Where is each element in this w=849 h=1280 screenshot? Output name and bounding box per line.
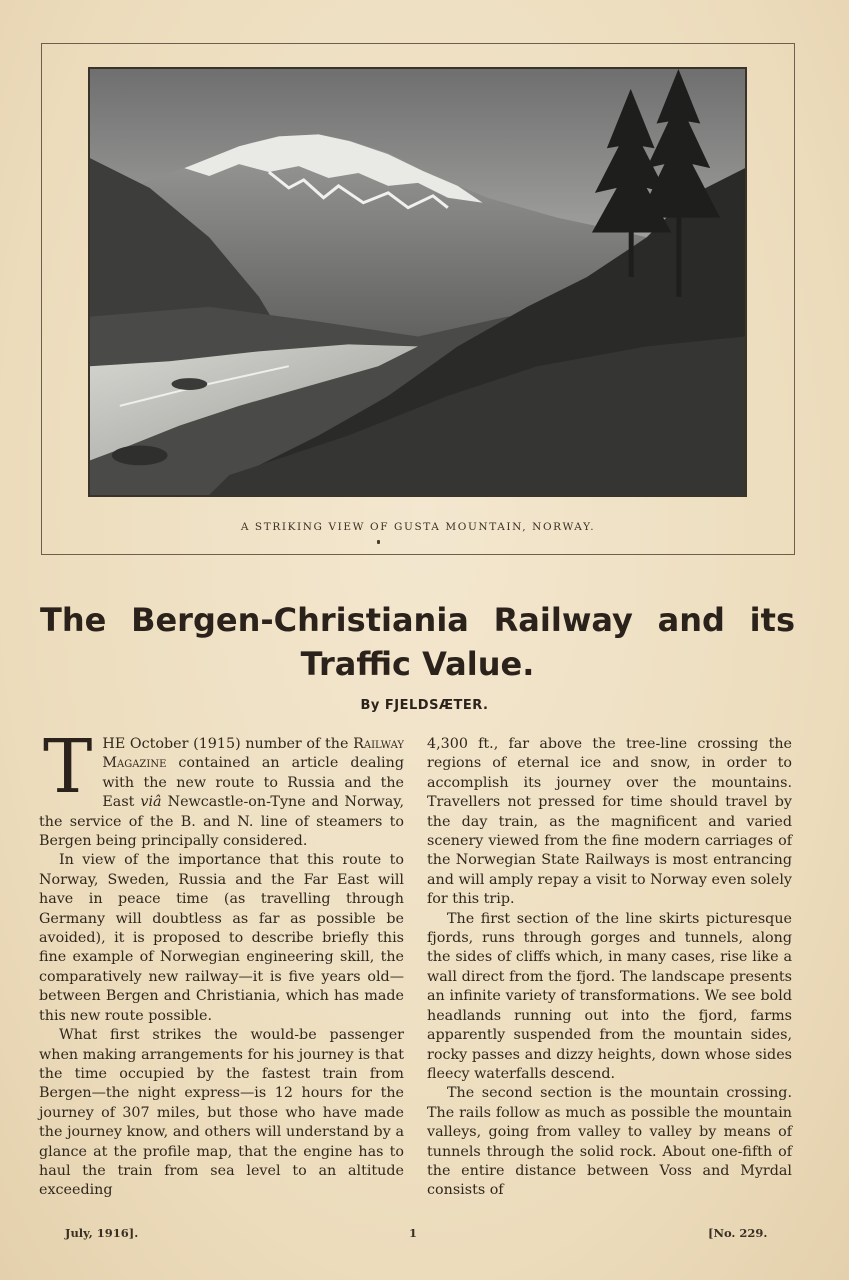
page-number: 1 [409,1226,418,1240]
left-column [39,724,404,1201]
drop-cap: T [43,724,93,810]
footer-date: July, 1916]. [65,1226,139,1240]
title-word: The [40,601,107,639]
text: HE October (1915) number of the [102,736,354,752]
paragraph: What first strikes the would-be passenger when making arrangements for his journey is that the time occupied by the fastest train from Bergen—the night express—is 12 hours for the journey of 307 miles, but those who have made the journey know, and others will understand by a glance at the profile map, that the engine has to haul the train from sea level to an altitude exceeding [39,1027,404,1199]
figure-caption: A STRIKING VIEW OF GUSTA MOUNTAIN, NORWAY. [240,521,596,533]
paragraph [39,724,404,851]
paragraph: 4,300 ft., far above the tree-line crossing the regions of eternal ice and snow, in order to accomplish its journey over the mountains. Travellers not pressed for time should travel by the day train, as the magnificent and varied scenery viewed from the fine modern carriages of the Norwegian State Railways is most entrancing and will amply repay a visit to Norway even solely for this trip. [427,736,792,908]
mountain-landscape-illustration [90,69,745,495]
issue-number: [No. 229. [708,1226,768,1240]
paragraph: The first section of the line skirts picturesque fjords, runs through gorges and tunnels, along the sides of cliffs which, in many cases, rise like a wall direct from the fjord. The landscape presents an infinite variety of transformations. We see bold headlands running out into the fjord, farms apparently suspended from the mountain sides, rocky passes and dizzy heights, down whose sides fleecy waterfalls descend. [427,910,792,1082]
byline: By FJELDSÆTER. [360,698,489,713]
magazine-name: Railway Magazine [102,736,404,772]
gusta-mountain-photo [88,67,747,497]
title-line-2: Traffic Value. [300,645,535,683]
caption-ornament [377,540,380,544]
title-word: and [657,601,725,639]
text: contained an article dealing with the new route to Russia and the East [102,755,404,811]
right-column [427,735,792,1201]
article-title [40,598,795,686]
paragraph: The second section is the mountain crossing. The rails follow as much as possible the mountain valleys, going from valley to valley by means of tunnels through the solid rock. About one-fifth of the entire distance between Voss and Myrdal consists of [427,1085,792,1199]
text: Newcastle-on-Tyne and Norway, the service of the B. and N. line of steamers to Bergen being principally considered. [39,794,404,850]
italic-text: viâ [140,794,162,811]
title-word: Railway [493,601,633,639]
paragraph: In view of the importance that this route to Norway, Sweden, Russia and the Far East will have in peace time (as travelling through Germany will doubtless as far as possible be avoided), it is proposed to describe briefly this fine example of Norwegian engineering skill, the comparatively new railway—it is five years old—between Bergen and Christiania, which has made this new route possible. [39,852,404,1024]
title-word: its [749,601,795,639]
title-word: Bergen-Christiania [131,601,469,639]
